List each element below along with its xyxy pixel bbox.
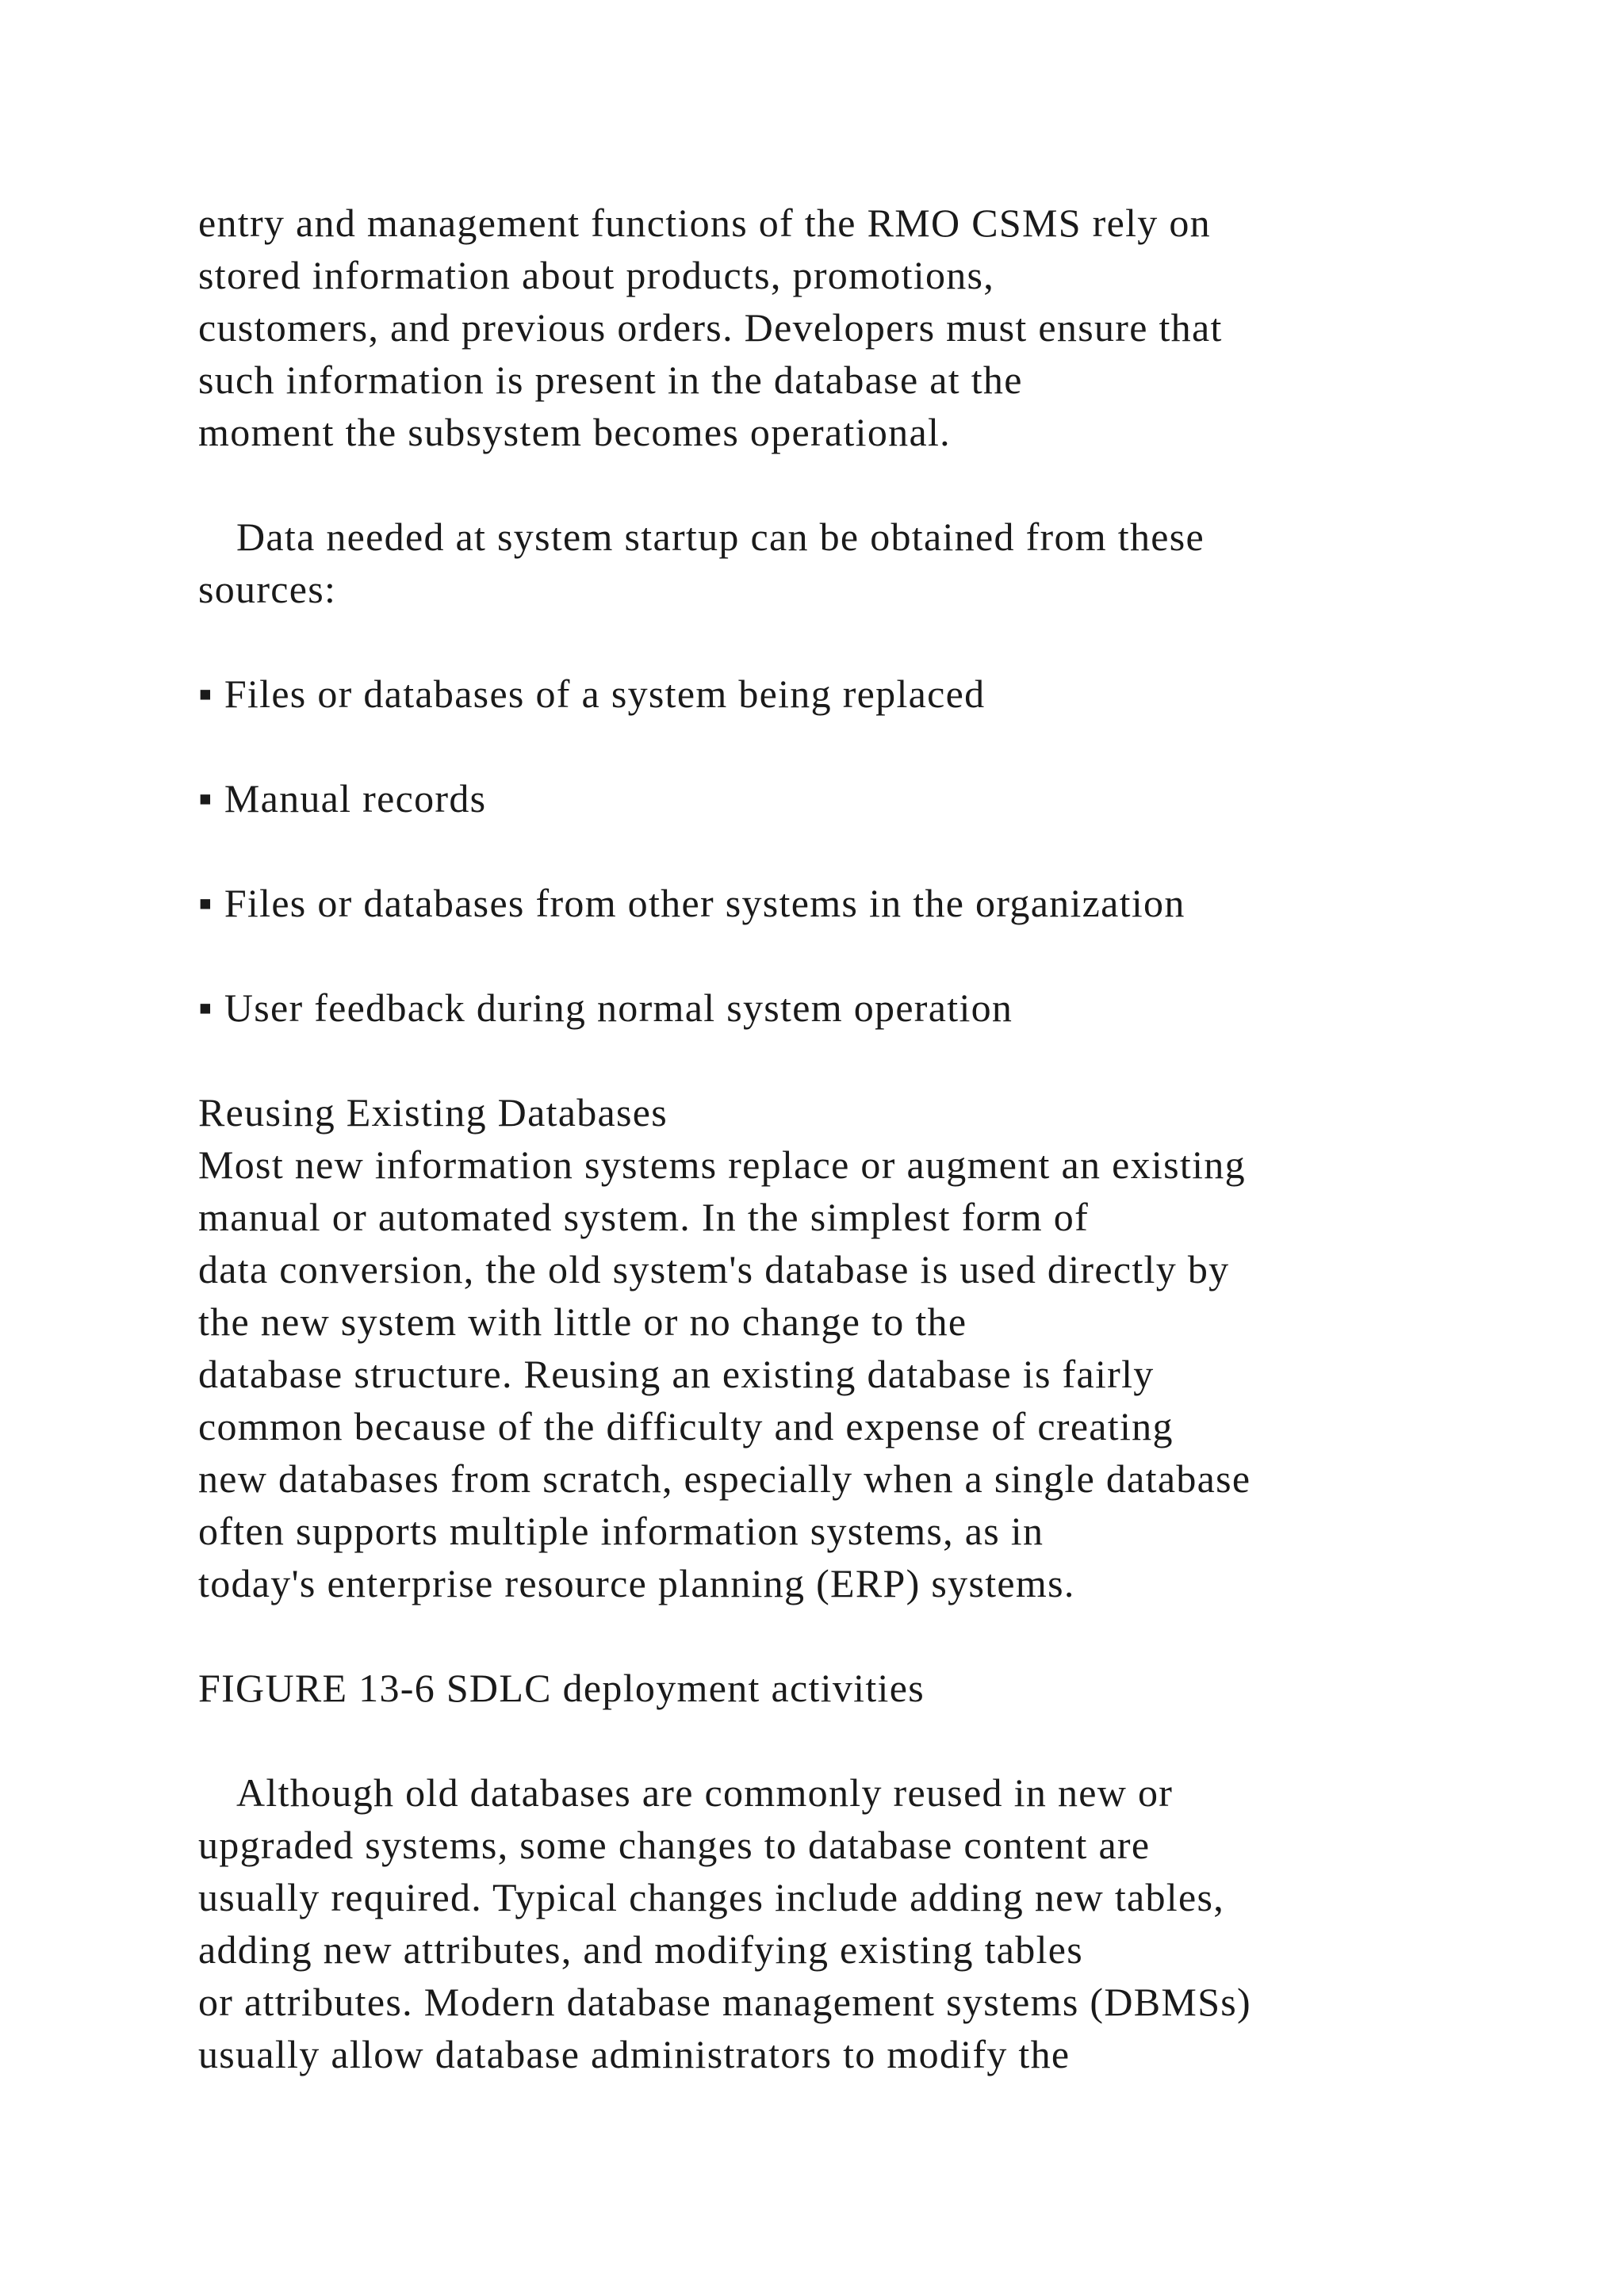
paragraph-gap (198, 1034, 1546, 1086)
text-line: database structure. Reusing an existing database is fairly (198, 1352, 1155, 1396)
list-item: ▪ Manual records (198, 776, 487, 821)
text-line: entry and management functions of the RMO CSMS rely on (198, 201, 1211, 245)
paragraph-reusing-databases (198, 1138, 1546, 1609)
paragraph-gap (198, 929, 1546, 982)
paragraph-startup-data (198, 511, 1546, 615)
text-line: the new system with little or no change to the (198, 1299, 967, 1344)
text-line: new databases from scratch, especially when a single database (198, 1456, 1251, 1501)
paragraph-gap (198, 720, 1546, 772)
paragraph-gap (198, 615, 1546, 668)
section-heading: Reusing Existing Databases (198, 1090, 668, 1135)
text-line: stored information about products, promotions, (198, 253, 995, 297)
list-item: ▪ User feedback during normal system operation (198, 985, 1013, 1030)
text-line: Most new information systems replace or augment an existing (198, 1142, 1246, 1187)
list-item: ▪ Files or databases from other systems in the organization (198, 881, 1185, 925)
paragraph-intro (198, 197, 1546, 458)
paragraph-gap (198, 1714, 1546, 1766)
text-line: common because of the difficulty and expense of creating (198, 1404, 1174, 1448)
list-item: ▪ Files or databases of a system being replaced (198, 672, 986, 716)
text-line: usually allow database administrators to modify the (198, 2032, 1071, 2076)
text-line: customers, and previous orders. Developers must ensure that (198, 305, 1223, 350)
text-line: Although old databases are commonly reused in new or (236, 1770, 1174, 1815)
text-line: upgraded systems, some changes to database content are (198, 1823, 1151, 1867)
text-line: sources: (198, 567, 337, 611)
text-line: manual or automated system. In the simplest form of (198, 1195, 1090, 1239)
text-line: Data needed at system startup can be obtained from these (236, 515, 1205, 559)
text-line: moment the subsystem becomes operational. (198, 410, 951, 454)
paragraph-gap (198, 458, 1546, 511)
paragraph-database-changes (198, 1766, 1546, 2080)
paragraph-gap (198, 1609, 1546, 1662)
text-line: usually required. Typical changes include adding new tables, (198, 1875, 1225, 1919)
figure-caption: FIGURE 13-6 SDLC deployment activities (198, 1666, 925, 1710)
text-line: or attributes. Modern database management systems (DBMSs) (198, 1980, 1252, 2024)
bullet-list (198, 668, 1546, 1034)
paragraph-gap (198, 825, 1546, 877)
document-body (198, 197, 1546, 2080)
text-line: today's enterprise resource planning (ERP) systems. (198, 1561, 1075, 1605)
text-line: data conversion, the old system's database is used directly by (198, 1247, 1230, 1292)
text-line: adding new attributes, and modifying existing tables (198, 1927, 1084, 1972)
text-line: often supports multiple information systems, as in (198, 1509, 1044, 1553)
text-line: such information is present in the database at the (198, 358, 1023, 402)
